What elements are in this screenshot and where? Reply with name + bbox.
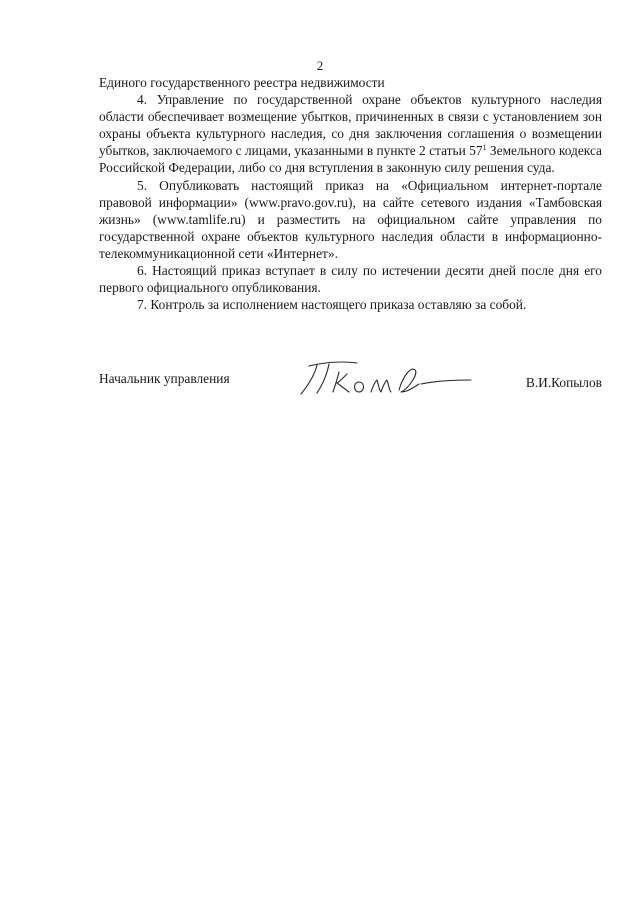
paragraph-6: 6. Настоящий приказ вступает в силу по истечении десяти дней после дня его первого официального опубликования. [99, 263, 602, 296]
signatory-title: Начальник управления [99, 371, 230, 386]
paragraph-7: 7. Контроль за исполнением настоящего приказа оставляю за собой. [137, 297, 527, 313]
paragraph-5: 5. Опубликовать настоящий приказ на «Официальном интернет-портале правовой информации» (www.pravo.gov.ru), на сайте сетевого издания «Тамбовская жизнь» (www.tamlife.ru) и разместить на официальном сайте управления по государственной охране объектов культурного наследия области в информационно-телекоммуникационной сети «Интернет». [99, 177, 602, 261]
paragraph-4 [99, 91, 602, 176]
paragraph-continuation: Единого государственного реестра недвижимости [99, 75, 385, 90]
page-number: 2 [316, 58, 324, 73]
handwritten-signature [295, 356, 475, 404]
signature-block [99, 364, 602, 404]
signatory-name: В.И.Копылов [525, 375, 602, 390]
paragraph-4-text: 4. Управление по государственной охране объектов культурного наследия области обеспечивает возмещение убытков, причиненных в связи с установлением зон охраны объекта культурного наследия, со дня заключения соглашения о возмещении убытков, заключаемого с лицами, указанными в пункте 2 статьи 57 [99, 92, 602, 159]
article-superscript: 1 [482, 143, 487, 153]
document-body [99, 74, 602, 313]
paragraph-4-tail: Земельного кодекса Российской Федерации, либо со дня вступления в законную силу решения суда. [99, 143, 602, 176]
